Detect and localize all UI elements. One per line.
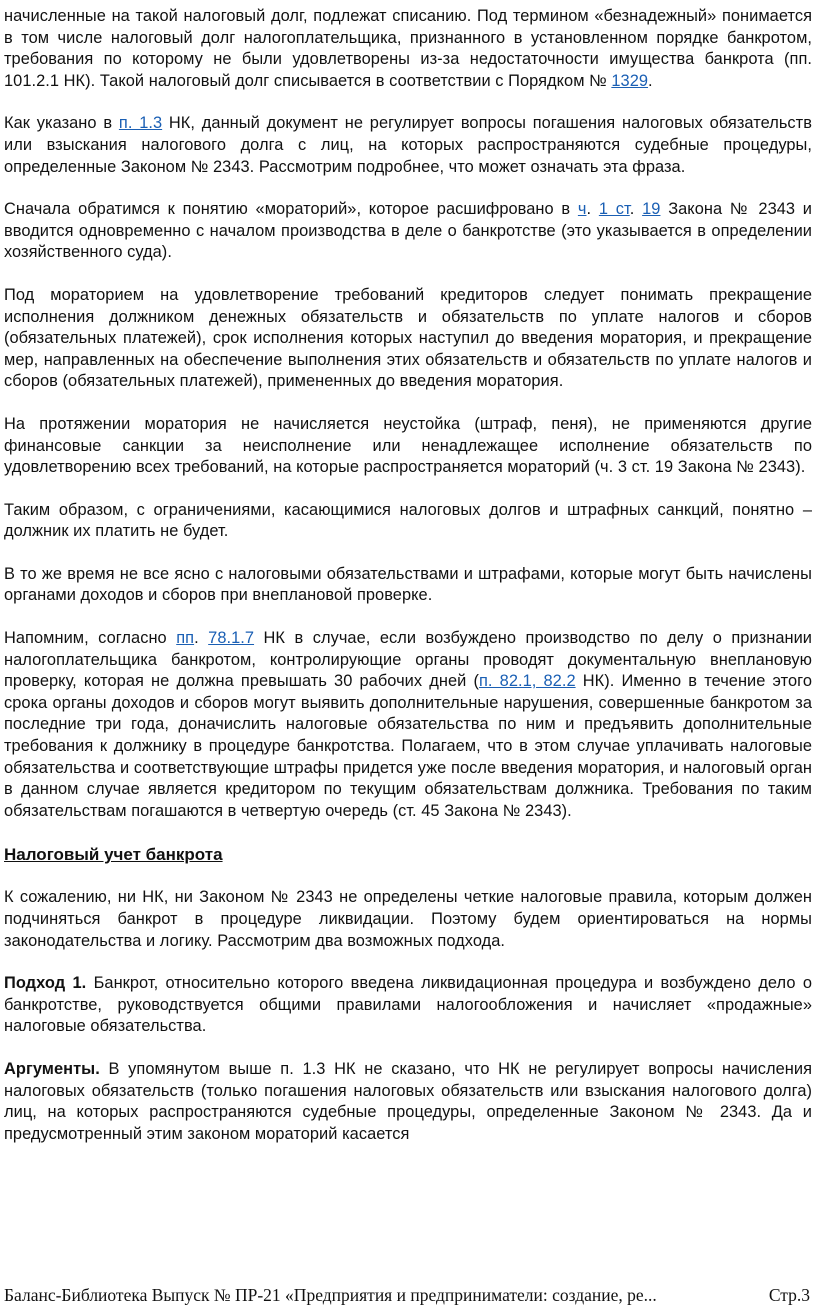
paragraph-4: Под мораторием на удовлетворение требований кредиторов следует понимать прекращение исполнения должником денежных обязательств и обязательств по уплате налогов и сборов (обязательных платежей), срок исполнения которых наступил до введения моратория, и прекращение мер, направленных на обеспечение выполнения этих обязательств и обязательств по уплате налогов и сборов (обязательных платежей), примененных до введения моратория. [4,285,812,391]
link-1-st[interactable]: 1 ст [598,200,630,219]
bold-lead: Аргументы. [4,1059,100,1078]
document-page [4,6,812,1166]
paragraph-6: Таким образом, с ограничениями, касающимися налоговых долгов и штрафных санкций, понятно – должник их платить не будет. [4,500,812,541]
paragraph-7: В то же время не все ясно с налоговыми обязательствами и штрафами, которые могут быть начислены органами доходов и сборов при внеплановой проверке. [4,564,812,605]
text: Сначала обратимся к понятию «мораторий», которое расшифровано в [4,200,578,219]
paragraph-1 [4,6,812,92]
section-heading: Налоговый учет банкрота [4,845,223,865]
text: В упомянутом выше п. 1.3 НК не сказано, что НК не регулирует вопросы начисления налоговых обязательств (только погашения налоговых обязательств или взыскания налогового долга) лиц, на которых распространяются судебные процедуры, определенные Законом № 2343. Да и предусмотренный этим законом мораторий касается [4,1059,812,1143]
paragraph-2 [4,113,812,178]
link-pp[interactable]: пп [176,629,195,648]
text: начисленные на такой налоговый долг, подлежат списанию. Под термином «безнадежный» понимается в том числе налоговый долг налогоплательщика, признанного в установленном порядке банкротом, требования по которому не были удовлетворены из-за недостаточности имущества банкрота (пп. 101.2.1 НК). Такой налоговый долг списывается в соответствии с Порядком № [4,7,812,90]
link-p-1-3[interactable]: п. 1.3 [118,114,163,133]
text: . [586,200,599,219]
text: . [194,629,209,648]
link-p-82[interactable]: п. 82.1, 82.2 [479,672,576,691]
text: Банкрот, относительно которого введена ликвидационная процедура и возбуждено дело о банкротстве, руководствуется общими правилами налогообложения и начисляет «продажные» налоговые обязательства. [4,974,812,1036]
page-footer [4,1285,810,1309]
text: . [629,200,643,219]
paragraph-3 [4,199,812,264]
paragraph-5: На протяжении моратория не начисляется неустойка (штраф, пеня), не применяются другие финансовые санкции за неисполнение или ненадлежащее исполнение обязательств по удовлетворению всех требований, на которые распространяется мораторий (ч. 3 ст. 19 Закона № 2343). [4,414,812,477]
page-number: Стр.3 [768,1285,810,1305]
footer-title: Баланс-Библиотека Выпуск № ПР-21 «Предприятия и предприниматели: создание, ре... [4,1285,657,1305]
paragraph-8 [4,628,812,822]
text: НК в случае, если возбуждено производство по делу о признании налогоплательщика банкротом, контролирующие органы проводят документальную внеплановую проверку, которая не должна превышать 30 рабочих дней ( [4,629,812,691]
text: . [648,71,653,90]
paragraph-9: К сожалению, ни НК, ни Законом № 2343 не определены четкие налоговые правила, которым должен подчиняться банкрот в процедуре ликвидации. Поэтому будем ориентироваться на нормы законодательства и логику. Рассмотрим два возможных подхода. [4,888,812,950]
text: Как указано в [4,114,119,133]
link-1329[interactable]: 1329 [611,71,649,90]
link-78-1-7[interactable]: 78.1.7 [208,629,255,648]
bold-lead: Подход 1. [4,974,87,993]
paragraph-10 [4,973,812,1038]
text: Напомним, согласно [4,629,177,648]
text: НК, данный документ не регулирует вопросы погашения налоговых обязательств или взыскания налогового долга с лиц, на которых распространяются судебные процедуры, определенные Законом № 2343. Рассмотрим подробнее, что может означать эта фраза. [4,114,812,176]
link-19[interactable]: 19 [642,200,661,219]
text: НК). Именно в течение этого срока органы доходов и сборов могут выявить дополнительные нарушения, совершенные банкротом за последние три года, доначислить налоговые обязательства по ним и предъявить дополнительные требования к должнику в процедуре банкротства. Полагаем, что в этом случае уплачивать налоговые обязательства и соответствующие штрафы придется уже после введения моратория, и налоговый орган в данном случае является кредитором по текущим обязательствам должника. Требования по таким обязательствам погашаются в четвертую очередь (ст. 45 Закона № 2343). [4,672,812,820]
paragraph-11 [4,1059,812,1145]
text: Закона № 2343 и вводится одновременно с началом производства в деле о банкротстве (это указывается в определении хозяйственного суда). [4,200,813,262]
link-ch[interactable]: ч [577,200,587,219]
